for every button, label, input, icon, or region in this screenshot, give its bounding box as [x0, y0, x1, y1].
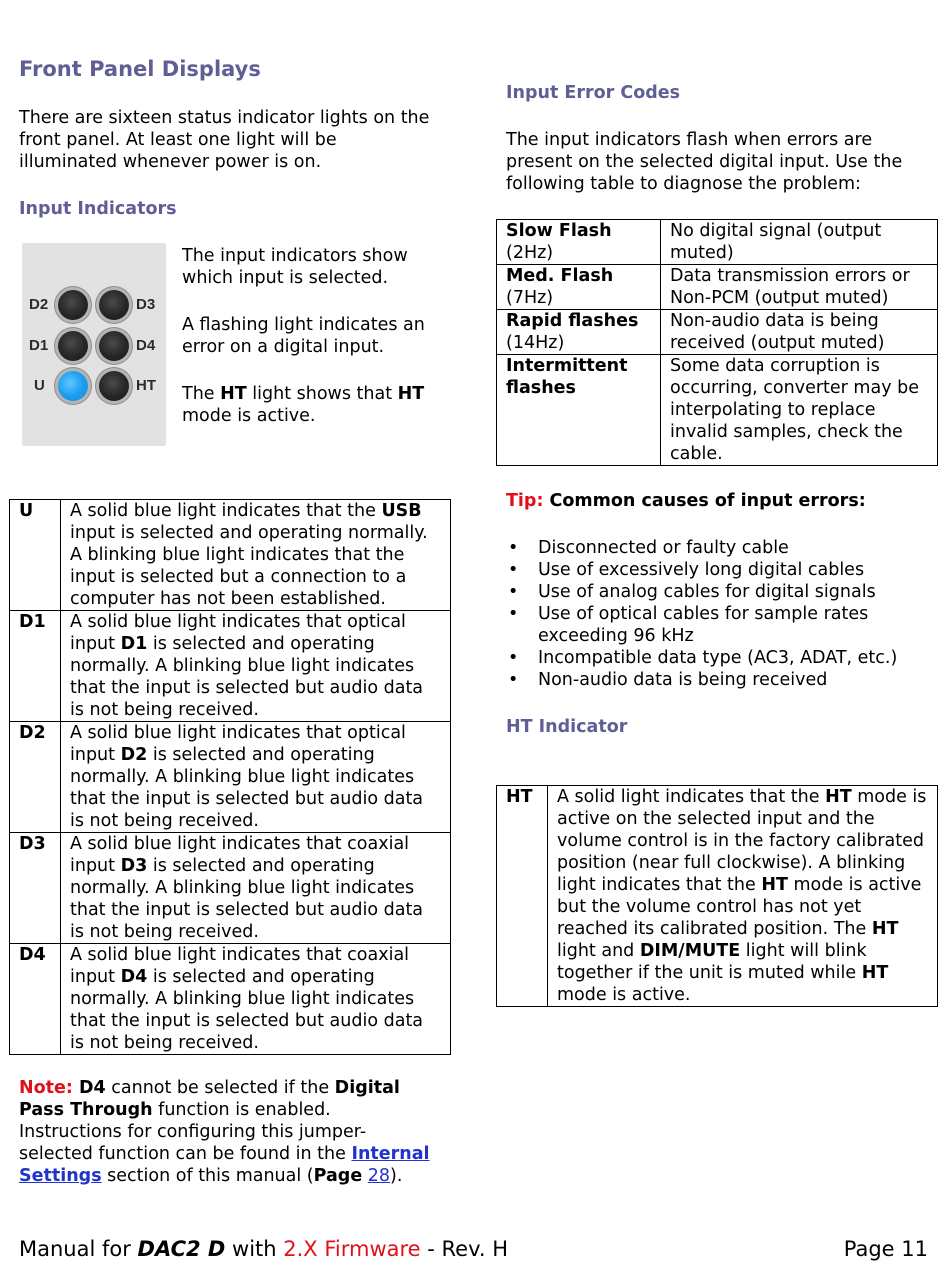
panel-label-ht: HT — [136, 377, 156, 394]
panel-label-d4: D4 — [136, 337, 156, 354]
footer-manual-title: Manual for DAC2 D with 2.X Firmware - Rev. H — [19, 1237, 509, 1261]
table-row — [10, 722, 451, 833]
led-d1-icon — [58, 331, 88, 361]
table-row — [10, 944, 451, 1055]
panel-label-u: U — [34, 377, 45, 394]
table-row — [497, 786, 938, 1007]
led-u-icon — [58, 371, 88, 401]
row-label-d2: D2 — [10, 722, 61, 833]
panel-label-d1: D1 — [29, 337, 49, 354]
list-item: • Use of analog cables for digital signals — [506, 581, 931, 603]
row-desc-d1: A solid blue light indicates that optical input D1 is selected and operating normally. A blinking blue light indicates that the input is selected but audio data is not being received. — [61, 611, 451, 722]
table-row — [10, 833, 451, 944]
list-item: • Use of excessively long digital cables — [506, 559, 931, 581]
row-label-d3: D3 — [10, 833, 61, 944]
indicator-desc-2: A flashing light indicates an error on a digital input. — [182, 315, 425, 357]
table-row — [10, 611, 451, 722]
error-desc-cell: Data transmission errors or Non-PCM (output muted) — [661, 265, 938, 310]
front-panel-image — [22, 243, 166, 446]
list-item: • Incompatible data type (AC3, ADAT, etc.) — [506, 647, 931, 669]
table-row — [10, 500, 451, 611]
causes-list — [506, 537, 931, 691]
panel-label-d3: D3 — [136, 296, 156, 313]
indicator-desc-1: The input indicators show which input is selected. — [182, 246, 408, 288]
list-item: • Non-audio data is being received — [506, 669, 931, 691]
input-indicators-heading: Input Indicators — [19, 199, 177, 219]
row-desc-d2: A solid blue light indicates that optical input D2 is selected and operating normally. A blinking blue light indicates that the input is selected but audio data is not being received. — [61, 722, 451, 833]
note-label: Note: — [19, 1078, 73, 1098]
error-code-cell: Rapid flashes (14Hz) — [497, 310, 661, 355]
intro-paragraph: There are sixteen status indicator lights on the front panel. At least one light will be illuminated whenever power is on. — [19, 108, 430, 172]
internal-settings-link[interactable]: Internal Settings — [19, 1144, 430, 1186]
list-item: • Disconnected or faulty cable — [506, 537, 931, 559]
error-desc-cell: Some data corruption is occurring, converter may be interpolating to replace invalid samples, check the cable. — [661, 355, 938, 466]
led-d4-icon — [99, 331, 129, 361]
error-desc-cell: No digital signal (output muted) — [661, 220, 938, 265]
ht-indicator-table — [496, 785, 938, 1007]
table-row — [497, 220, 938, 265]
indicator-desc-3: The HT light shows that HT mode is active. — [182, 384, 425, 426]
table-row — [497, 355, 938, 466]
error-desc-cell: Non-audio data is being received (output muted) — [661, 310, 938, 355]
row-desc-ht: A solid light indicates that the HT mode is active on the selected input and the volume control is in the factory calibrated position (near full clockwise). A blinking light indicates that the HT mode is active but the volume control has not yet reached its calibrated position. The HT light and DIM/MUTE light will blink together if the unit is muted while HT mode is active. — [548, 786, 938, 1007]
table-row — [497, 265, 938, 310]
error-code-cell: Slow Flash (2Hz) — [497, 220, 661, 265]
row-label-d4: D4 — [10, 944, 61, 1055]
tip-line: Tip: Common causes of input errors: — [506, 491, 866, 511]
row-label-d1: D1 — [10, 611, 61, 722]
panel-label-d2: D2 — [29, 296, 49, 313]
page-28-link[interactable]: 28 — [367, 1166, 391, 1186]
error-code-table — [496, 219, 938, 466]
ht-indicator-heading: HT Indicator — [506, 717, 628, 737]
list-item: • Use of optical cables for sample rates exceeding 96 kHz — [506, 603, 931, 647]
led-d3-icon — [99, 290, 129, 320]
row-desc-d4: A solid blue light indicates that coaxial input D4 is selected and operating normally. A blinking blue light indicates that the input is selected but audio data is not being received. — [61, 944, 451, 1055]
row-label-ht: HT — [497, 786, 548, 1007]
error-code-cell: Intermittent flashes — [497, 355, 661, 466]
led-d2-icon — [58, 290, 88, 320]
footer-page-number: Page 11 — [843, 1237, 928, 1261]
input-error-codes-heading: Input Error Codes — [506, 83, 681, 103]
note-paragraph: Note: D4 cannot be selected if the Digital Pass Through function is enabled. Instructions for configuring this jumper-selected function can be found in the Internal Settings section of this manual (Page 28). — [19, 1078, 430, 1186]
row-desc-u: A solid blue light indicates that the USB input is selected and operating normally. A blinking blue light indicates that the input is selected but a connection to a computer has not been established. — [61, 500, 451, 611]
error-code-cell: Med. Flash (7Hz) — [497, 265, 661, 310]
tip-label: Tip: — [506, 491, 544, 511]
input-indicator-table — [9, 499, 451, 1055]
led-ht-icon — [99, 371, 129, 401]
row-desc-d3: A solid blue light indicates that coaxial input D3 is selected and operating normally. A blinking blue light indicates that the input is selected but audio data is not being received. — [61, 833, 451, 944]
error-intro-paragraph: The input indicators flash when errors are present on the selected digital input. Use the following table to diagnose the problem: — [506, 130, 903, 194]
table-row — [497, 310, 938, 355]
row-label-u: U — [10, 500, 61, 611]
page-title: Front Panel Displays — [19, 57, 261, 81]
